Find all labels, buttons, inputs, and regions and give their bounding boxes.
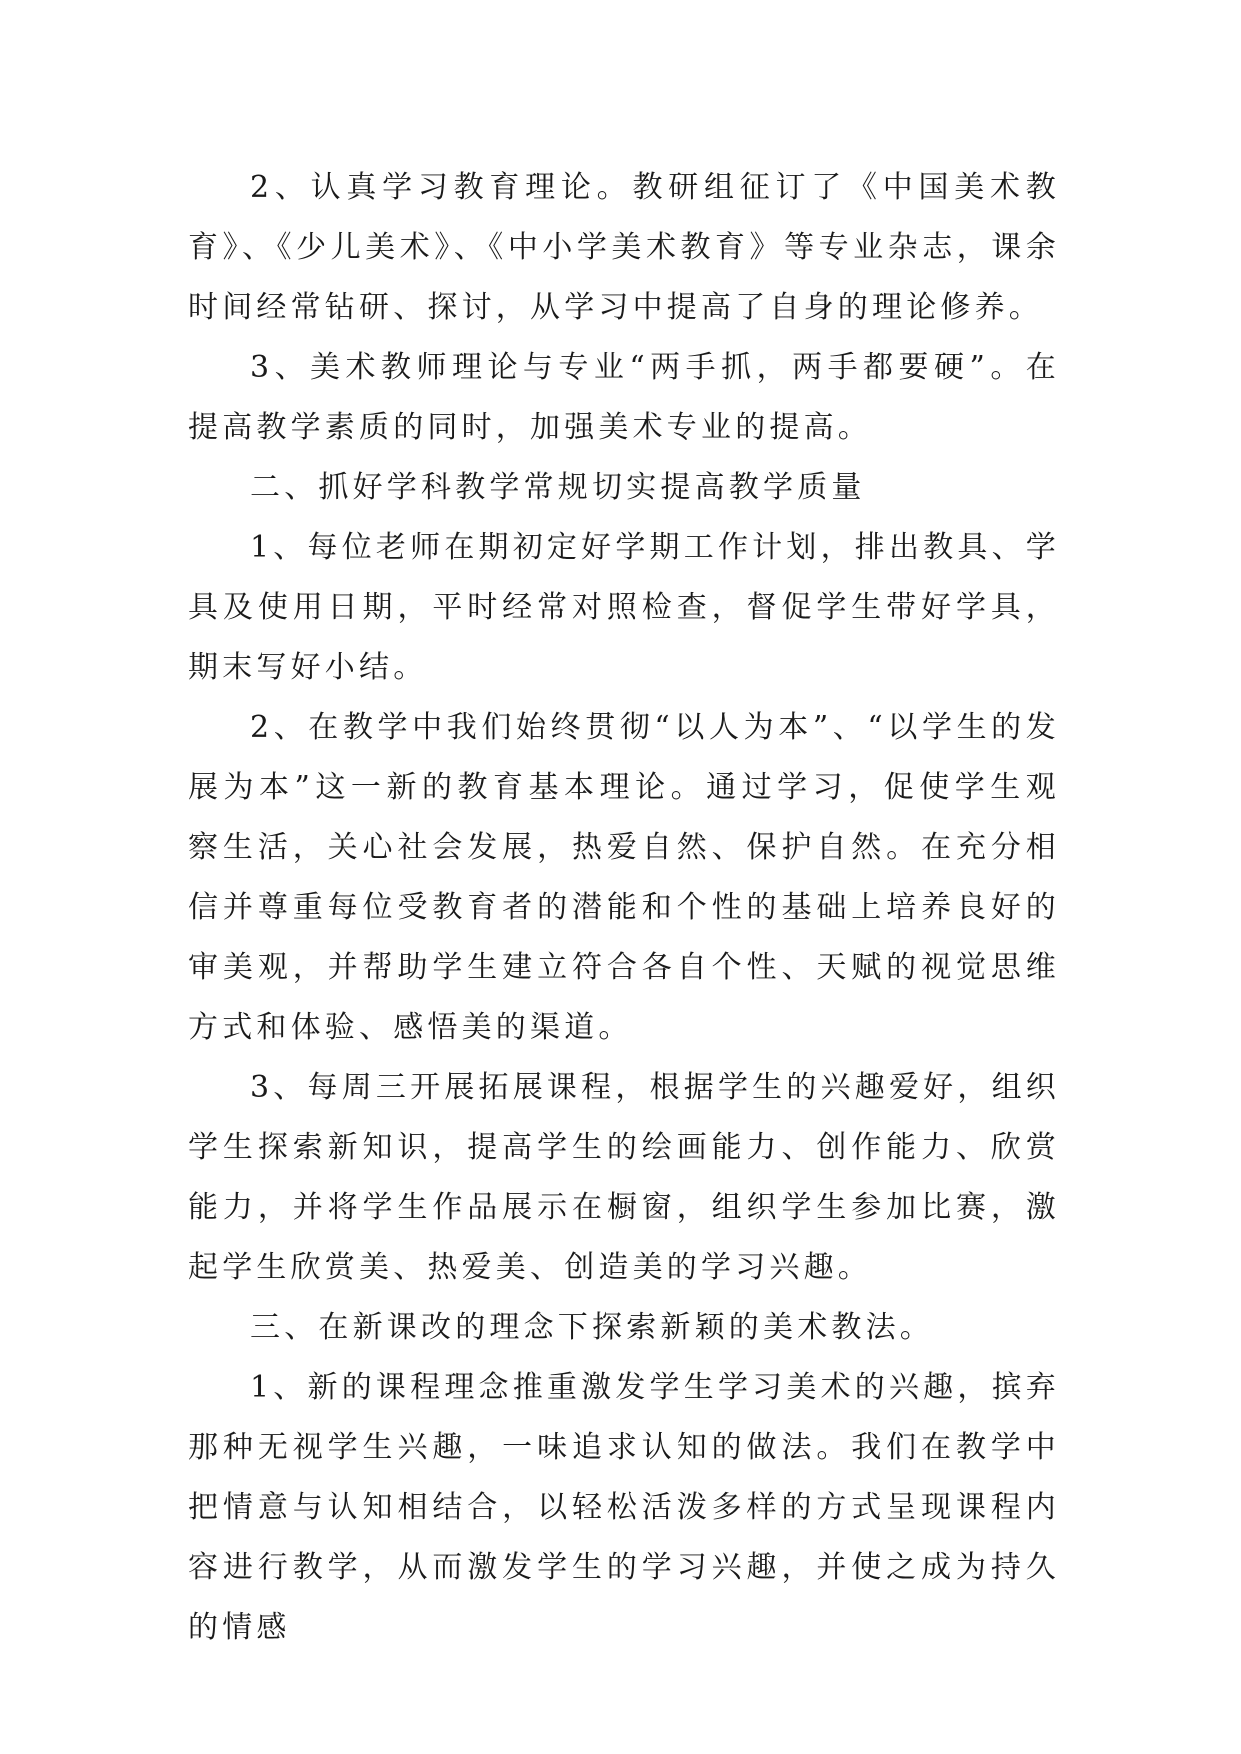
paragraph-study-theory: 2、认真学习教育理论。教研组征订了《中国美术教育》、《少儿美术》、《中小学美术教育》等专业杂志，课余时间经常钻研、探讨，从学习中提高了自身的理论修养。 [188,170,1060,325]
section-heading-new-methods: 三、在新课改的理念下探索新颖的美术教法。 [250,1310,934,1345]
paragraph-extension-course: 3、每周三开展拓展课程，根据学生的兴趣爱好，组织学生探索新知识，提高学生的绘画能力、创作能力、欣赏能力，并将学生作品展示在橱窗，组织学生参加比赛，激起学生欣赏美、热爱美、创造美的学习兴趣。 [188,1070,1060,1285]
paragraph-people-oriented: 2、在教学中我们始终贯彻“以人为本”、“以学生的发展为本”这一新的教育基本理论。通过学习，促使学生观察生活，关心社会发展，热爱自然、保护自然。在充分相信并尊重每位受教育者的潜能和个性的基础上培养良好的审美观，并帮助学生建立符合各自个性、天赋的视觉思维方式和体验、感悟美的渠道。 [188,710,1060,1045]
paragraph-work-plan: 1、每位老师在期初定好学期工作计划，排出教具、学具及使用日期，平时经常对照检查，督促学生带好学具，期末写好小结。 [188,530,1060,685]
paragraph-theory-and-skill: 3、美术教师理论与专业“两手抓，两手都要硬”。在提高教学素质的同时，加强美术专业的提高。 [188,350,1060,445]
paragraph-stimulate-interest: 1、新的课程理念推重激发学生学习美术的兴趣，摈弃那种无视学生兴趣，一味追求认知的做法。我们在教学中把情意与认知相结合，以轻松活泼多样的方式呈现课程内容进行教学，从而激发学生的学习兴趣，并使之成为持久的情感 [188,1370,1060,1645]
section-heading-teaching-routine: 二、抓好学科教学常规切实提高教学质量 [250,470,866,505]
document-body [188,158,1060,1658]
